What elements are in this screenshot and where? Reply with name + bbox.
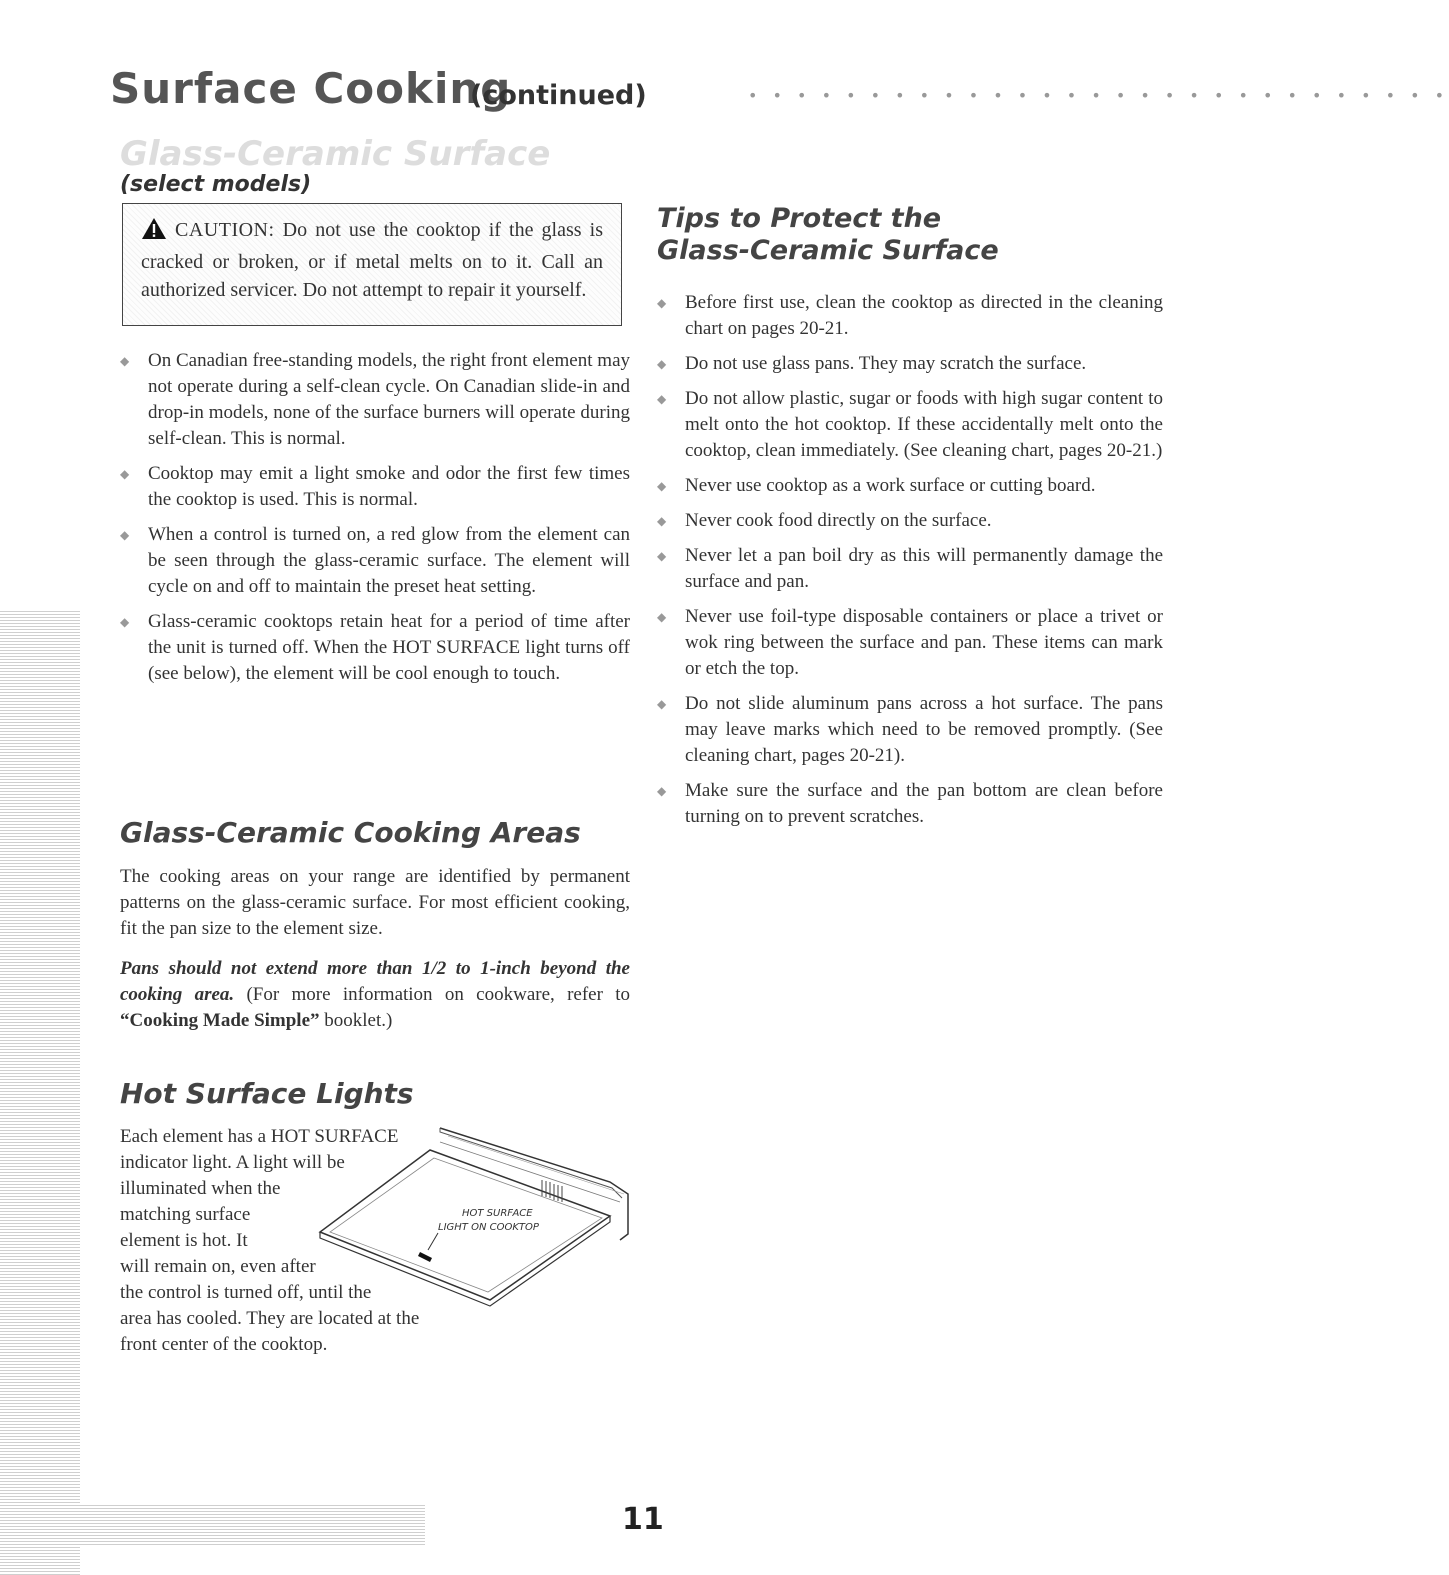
bullet-icon: ◆ — [657, 697, 667, 711]
bullet-icon: ◆ — [120, 615, 130, 629]
text-line: matching surface — [120, 1204, 251, 1225]
text-line: illuminated when the — [120, 1178, 281, 1199]
bullet-icon: ◆ — [657, 784, 667, 798]
diagram-label-light: LIGHT ON COOKTOP — [438, 1222, 539, 1233]
decorative-left-strip — [0, 610, 80, 1575]
bullet-icon: ◆ — [657, 549, 667, 563]
diagram-label-hot-surface: HOT SURFACE — [462, 1208, 533, 1219]
section-title: Glass-Ceramic Surface — [120, 134, 551, 174]
list-item: ◆ Before first use, clean the cooktop as directed in the cleaning chart on pages 20-21. — [657, 292, 1163, 339]
bullet-icon: ◆ — [120, 354, 130, 368]
bullet-icon: ◆ — [120, 528, 130, 542]
bullet-icon: ◆ — [657, 296, 667, 310]
list-item: ◆ Cooktop may emit a light smoke and odor the first few times the cooktop is used. This is normal. — [120, 463, 630, 510]
text-line: Each element has a HOT SURFACE — [120, 1126, 399, 1147]
list-item: ◆ Never cook food directly on the surface. — [657, 508, 1163, 534]
list-item: ◆ Never use foil-type disposable containers or place a trivet or wok ring between the surface and pan. These items can mark or etch the top. — [657, 606, 1163, 679]
caution-text-block — [141, 216, 603, 304]
pans-warning: Pans should not extend more than 1/2 to 1-inch beyond the cooking area. — [120, 958, 630, 1005]
hot-surface-heading: Hot Surface Lights — [120, 1077, 414, 1110]
booklet-reference: “Cooking Made Simple” — [120, 1010, 320, 1031]
warning-icon — [141, 217, 167, 248]
page-title-continued: (continued) — [470, 80, 647, 111]
tips-list — [657, 290, 1163, 839]
text-line: will remain on, even after — [120, 1256, 316, 1277]
bullet-icon: ◆ — [657, 514, 667, 528]
text-line: area has cooled. They are located at the — [120, 1308, 420, 1329]
list-item: ◆ When a control is turned on, a red glow from the element can be seen through the glass-ceramic surface. The element will cycle on and off to maintain the preset heat setting. — [120, 524, 630, 597]
surface-notes-list — [120, 348, 630, 696]
list-item: ◆ Do not use glass pans. They may scratch the surface. — [657, 351, 1163, 377]
bullet-icon: ◆ — [657, 610, 667, 624]
bullet-icon: ◆ — [120, 467, 130, 481]
title-dot-leader: • • • • • • • • • • • • • • • • • • • • • • • • • • • • • — [748, 86, 1449, 105]
text-line: the control is turned off, until the — [120, 1282, 372, 1303]
list-item: ◆ Make sure the surface and the pan bottom are clean before turning on to prevent scratches. — [657, 780, 1163, 827]
list-item: ◆ Never let a pan boil dry as this will permanently damage the surface and pan. — [657, 545, 1163, 592]
bullet-icon: ◆ — [657, 392, 667, 406]
bullet-icon: ◆ — [657, 357, 667, 371]
bullet-icon: ◆ — [657, 479, 667, 493]
cooking-areas-text: The cooking areas on your range are identified by permanent patterns on the glass-ceramic surface. For most efficient cooking, fit the pan size to the element size. — [120, 866, 630, 939]
list-item: ◆ Never use cooktop as a work surface or cutting board. — [657, 473, 1163, 499]
list-item: ◆ Do not slide aluminum pans across a hot surface. The pans may leave marks which need to be removed promptly. (See cleaning chart, pages 20-21). — [657, 693, 1163, 766]
page-title: Surface Cooking — [110, 64, 512, 113]
section-subtitle: (select models) — [120, 172, 312, 197]
list-item: ◆ On Canadian free-standing models, the right front element may not operate during a self-clean cycle. On Canadian slide-in and drop-in models, none of the surface burners will operate during self-clean. This is normal. — [120, 350, 630, 449]
cooking-areas-heading: Glass-Ceramic Cooking Areas — [120, 816, 581, 849]
pans-note: Pans should not extend more than 1/2 to 1-inch beyond the cooking area. (For more information on cookware, refer to “Cooking Made Simple” booklet.) — [120, 958, 631, 1031]
caution-box — [122, 203, 622, 326]
page-number: 11 — [622, 1502, 664, 1537]
text-line: indicator light. A light will be — [120, 1152, 345, 1173]
text-line: front center of the cooktop. — [120, 1334, 328, 1355]
caution-message: Do not use the cooktop if the glass is cracked or broken, or if metal melts on to it. Call an authorized servicer. Do not attempt to repair it yourself. — [141, 219, 603, 301]
list-item: ◆ Do not allow plastic, sugar or foods with high sugar content to melt onto the hot cooktop. If these accidentally melt onto the cooktop, clean immediately. (See cleaning chart, pages 20-21.) — [657, 388, 1163, 461]
list-item: ◆ Glass-ceramic cooktops retain heat for a period of time after the unit is turned off. When the HOT SURFACE light turns off (see below), the element will be cool enough to touch. — [120, 611, 630, 684]
text-line: element is hot. It — [120, 1230, 248, 1251]
caution-label: CAUTION: — [175, 219, 275, 241]
tips-heading: Tips to Protect the Glass-Ceramic Surface — [657, 203, 999, 266]
decorative-bottom-strip — [0, 1503, 425, 1545]
